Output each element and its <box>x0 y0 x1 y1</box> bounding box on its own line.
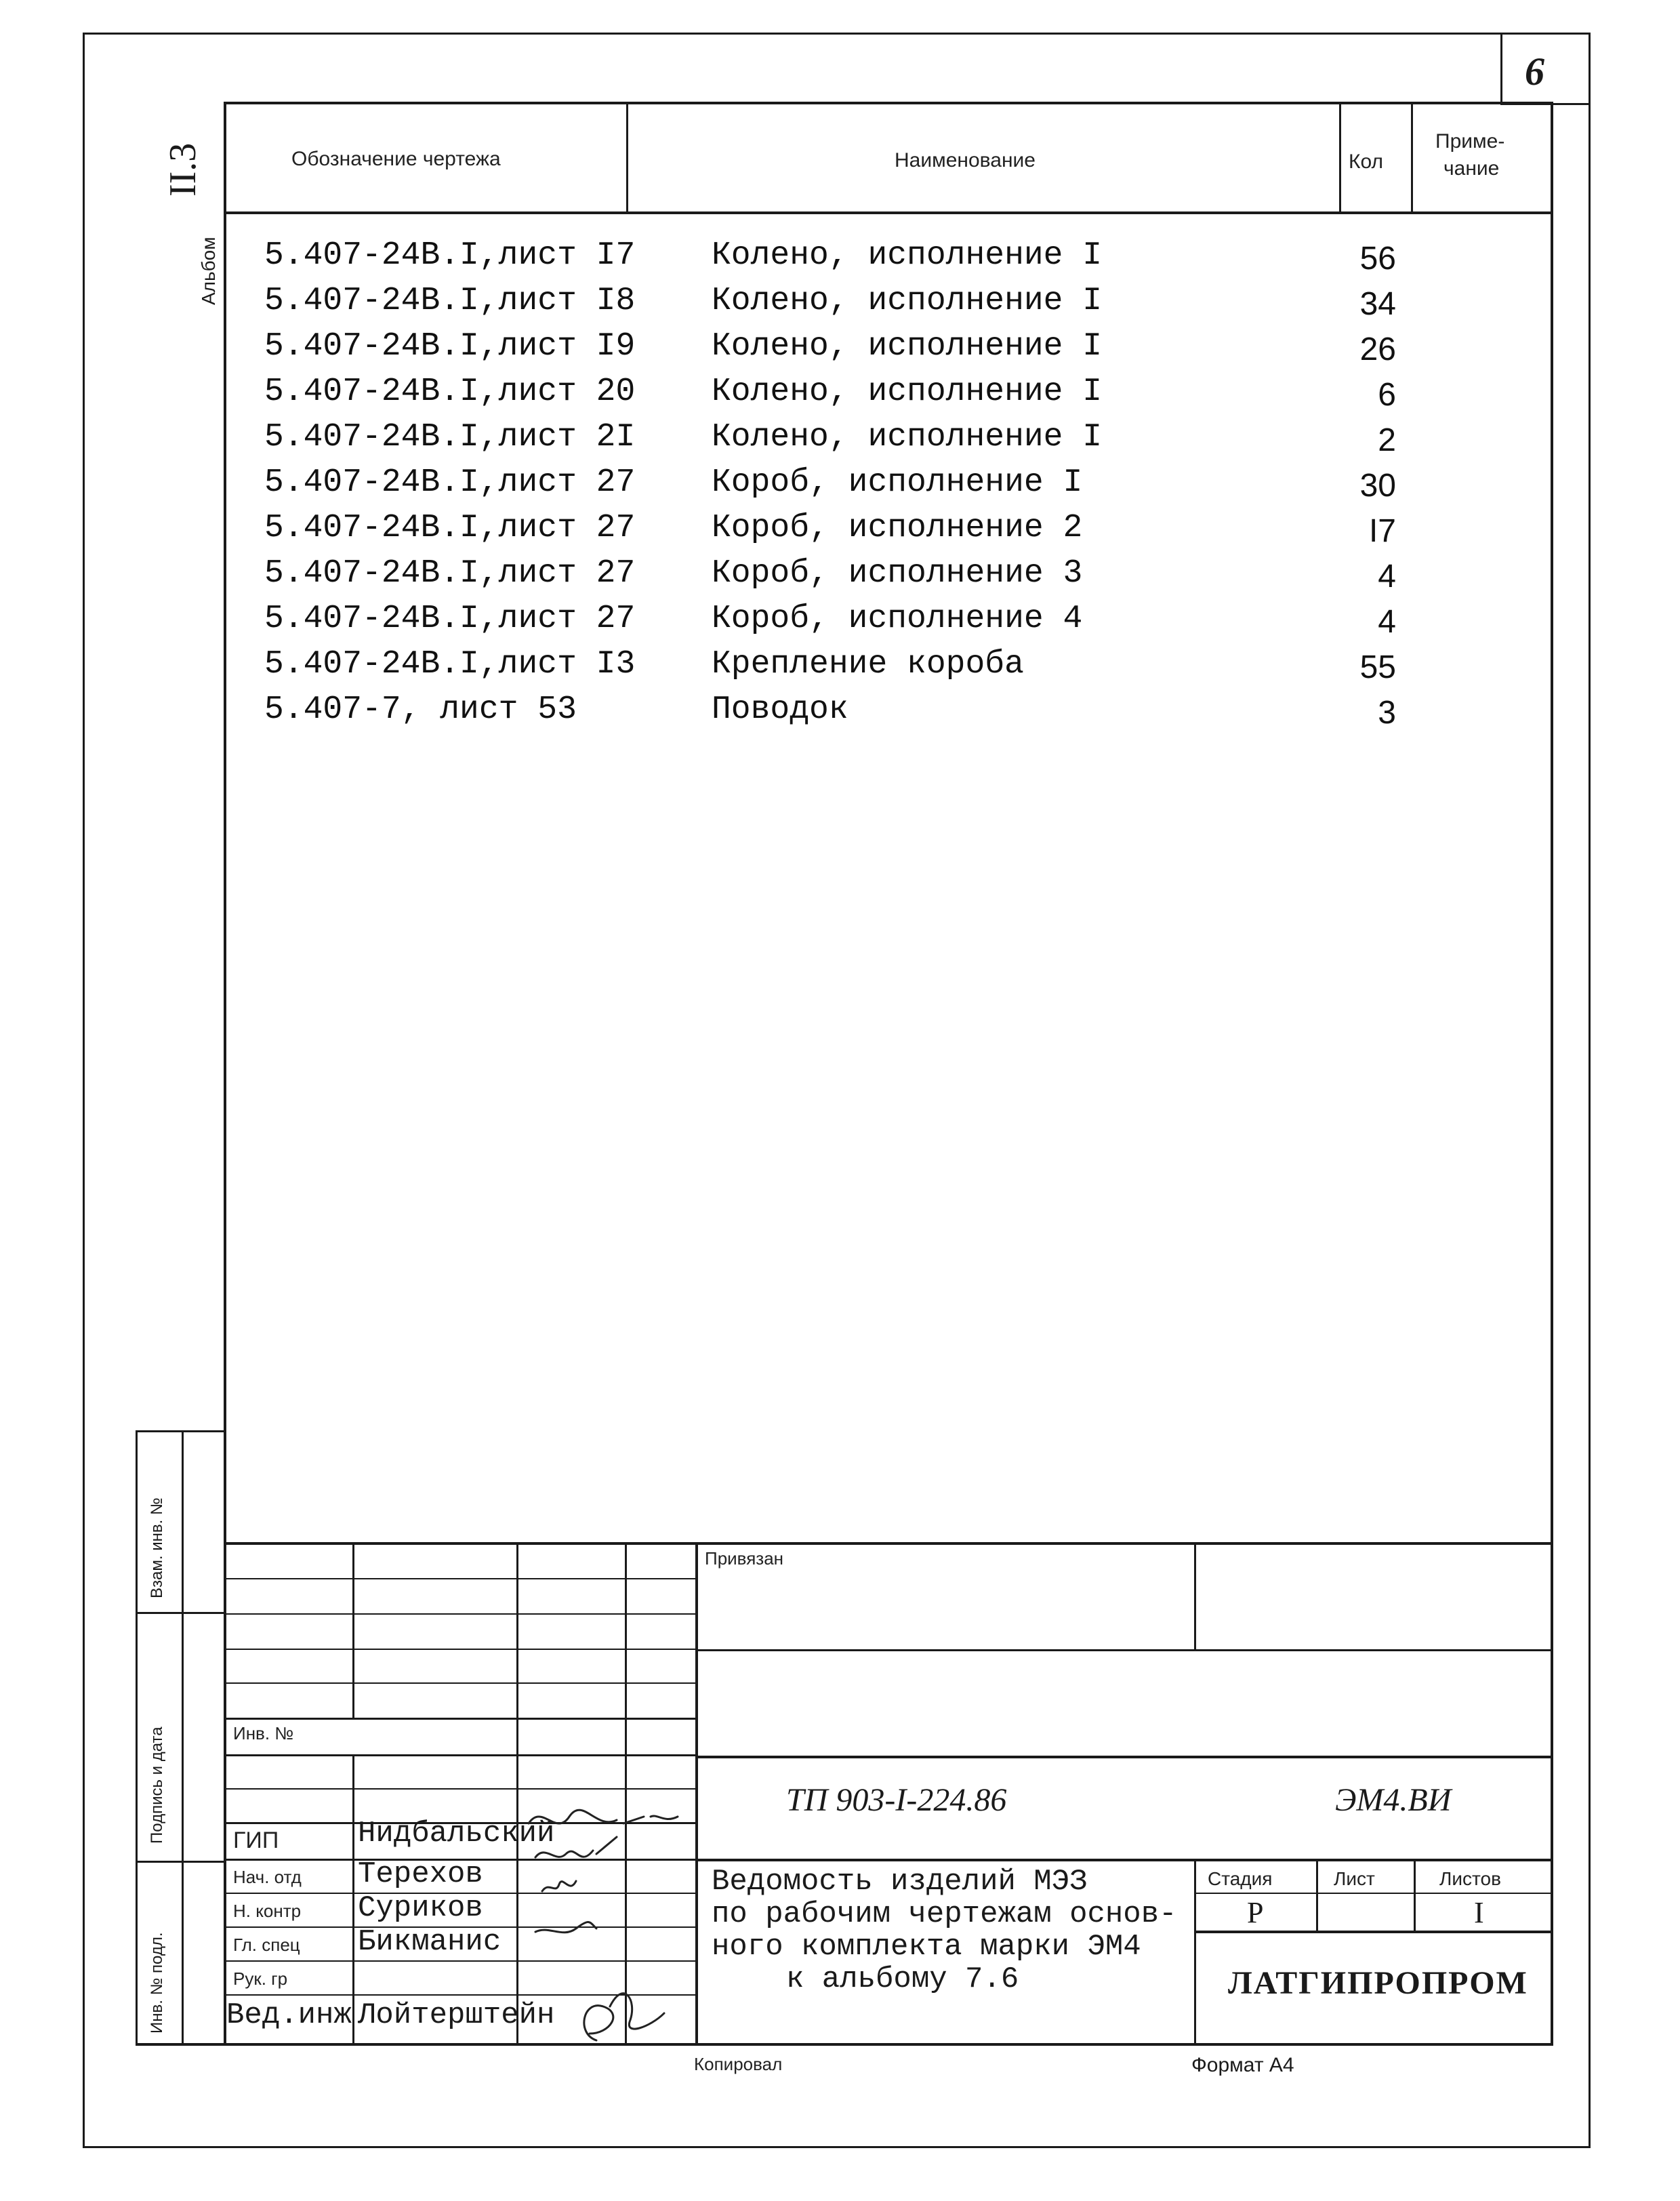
side-label-vzam: Взам. инв. № <box>148 1497 166 1598</box>
stage-label: Стадия <box>1208 1868 1273 1889</box>
outer-frame-left <box>83 33 85 2147</box>
side-label-podp: Подпись и дата <box>148 1727 166 1844</box>
col-header-name: Наименование <box>895 149 1036 171</box>
album-label: Альбом <box>198 237 219 305</box>
outer-frame-top <box>83 33 1591 35</box>
person-name: Суриков <box>358 1891 483 1925</box>
col-header-note-1: Приме- <box>1435 130 1505 153</box>
album-number: II.3 <box>162 142 204 197</box>
side-label-inv: Инв. № подл. <box>148 1932 166 2034</box>
col-header-note-2: чание <box>1443 157 1500 180</box>
sheets-label: Листов <box>1439 1868 1501 1889</box>
person-name: Нидбальский <box>358 1817 555 1851</box>
doc-code: ТП 903-I-224.86 <box>786 1782 1007 1818</box>
doc-mark: ЭМ4.ВИ <box>1335 1782 1452 1818</box>
col-header-designation: Обозначение чертежа <box>291 148 501 170</box>
outer-frame-right <box>1589 33 1591 2147</box>
doc-title: Ведомость изделий МЭЗ по рабочим чертежам основ- ного комплекта марки ЭМ4 к альбому 7.6 <box>712 1865 1177 1996</box>
stage-value: Р <box>1247 1896 1264 1929</box>
page-number: 6 <box>1525 49 1544 94</box>
col-header-qty: Кол <box>1349 150 1384 173</box>
organization: ЛАТГИПРОПРОМ <box>1228 1965 1528 2001</box>
sheets-value: I <box>1474 1896 1484 1929</box>
role-row: Нач. отд <box>233 1867 302 1887</box>
privyazan-label: Привязан <box>705 1548 784 1569</box>
role-row: Рук. гр <box>233 1968 288 1989</box>
sheet-label: Лист <box>1334 1868 1375 1889</box>
role-row: Н. контр <box>233 1901 302 1921</box>
role-row: ГИП <box>233 1828 279 1853</box>
outer-frame-bottom <box>83 2146 1591 2148</box>
copied-label: Копировал <box>694 2054 783 2074</box>
person-name: Терехов <box>358 1857 483 1891</box>
person-name: Бикманис <box>358 1925 501 1959</box>
role-row: Гл. спец <box>233 1935 300 1955</box>
signature-scribble <box>522 1796 705 2054</box>
person-name: Лойтерштейн <box>358 1998 555 2032</box>
format-label: Формат А4 <box>1191 2054 1294 2076</box>
inv-no-label: Инв. № <box>233 1723 294 1743</box>
role-row: Вед.инж <box>226 1998 352 2032</box>
